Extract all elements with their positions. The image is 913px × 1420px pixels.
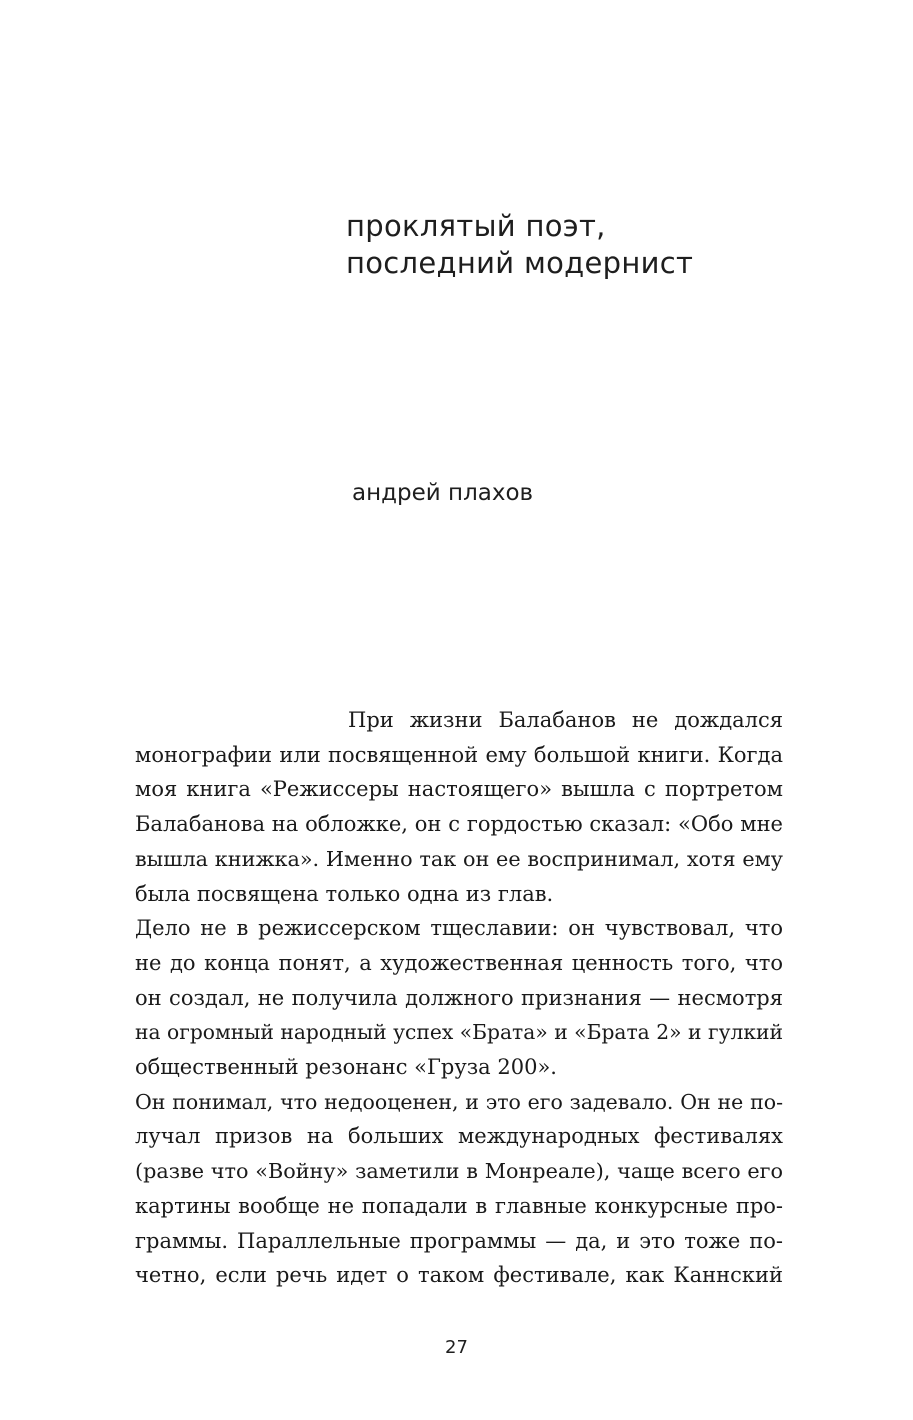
chapter-title (346, 208, 693, 282)
page-number: 27 (445, 1337, 468, 1358)
text-line: не до конца понят, а художественная ценность того, что (135, 950, 783, 975)
text-line: картины вообще не попадали в главные конкурсные про- (135, 1193, 783, 1218)
text-line: Он понимал, что недооценен, и это его задевало. Он не по- (135, 1089, 783, 1114)
text-line: При жизни Балабанов не дождался (348, 708, 783, 732)
text-line: моя книга «Режиссеры настоящего» вышла с портретом (135, 777, 783, 802)
chapter-title-line-2: последний модернист (346, 246, 694, 280)
author-name: андрей плахов (352, 480, 534, 506)
body-text (135, 703, 783, 1293)
text-line: общественный резонанс «Груза 200». (135, 1055, 557, 1080)
text-line: Балабанова на обложке, он с гордостью сказал: «Обо мне (135, 812, 783, 837)
chapter-title-line-1: проклятый поэт, (346, 209, 606, 243)
text-line: вышла книжка». Именно так он ее воспринимал, хотя ему (135, 846, 783, 871)
text-line: лучал призов на больших международных фестивалях (135, 1124, 783, 1149)
text-line: Дело не в режиссерском тщеславии: он чувствовал, что (135, 916, 783, 941)
text-line: граммы. Параллельные программы — да, и это тоже по- (135, 1228, 783, 1253)
text-line: была посвящена только одна из глав. (135, 881, 554, 906)
text-line: (разве что «Войну» заметили в Монреале), чаще всего его (135, 1159, 783, 1184)
text-line: четно, если речь идет о таком фестивале, как Каннский (135, 1263, 783, 1288)
text-line: он создал, не получила должного признания — несмотря (135, 985, 783, 1010)
text-line: монографии или посвященной ему большой книги. Когда (135, 742, 783, 767)
text-line: на огромный народный успех «Брата» и «Брата 2» и гулкий (135, 1020, 783, 1045)
